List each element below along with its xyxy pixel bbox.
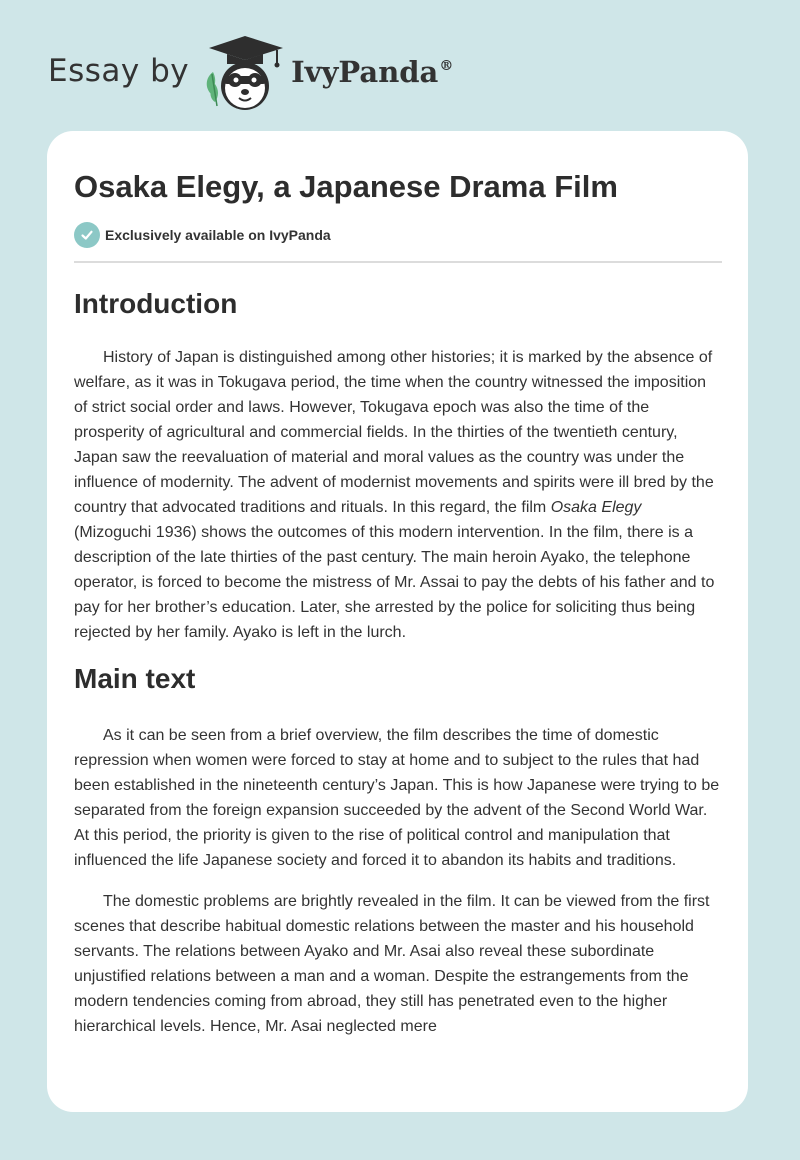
film-title: Osaka Elegy (550, 499, 642, 516)
leaf-icon (207, 72, 218, 106)
section-heading-introduction: Introduction (74, 288, 238, 319)
paragraph-introduction: History of Japan is distinguished among other histories; it is marked by the absence of welfare, as it was in Tokugava period, the time when the country witnessed the imposition of strict social order and laws. However, Tokugava epoch was also the time of the prosperity of agricultural and commercial fields. In the thirties of the twentieth century, Japan saw the reevaluation of material and moral values as the country was under the influence of modernity. The advent of modernist movements and spirits were ill bred by the country that advocated traditions and rituals. In this regard, the film Osaka Elegy (Mizoguchi 1936) shows the outcomes of this modern intervention. In the film, there is a description of the late thirties of the past century. The main heroin Ayako, the telephone operator, is forced to become the mistress of Mr. Assai to pay the debts of his father and to pay for her brother’s education. Later, she arrested by the police for soliciting thus being rejected by her family. Ayako is left in the lurch. (74, 349, 715, 641)
brand-name: IvyPanda® (291, 55, 454, 89)
essay-card (47, 131, 748, 1112)
paragraph-main-2: The domestic problems are brightly revealed in the film. It can be viewed from the first scenes that describe habitual domestic relations between the master and his household servants. The relations between Ayako and Mr. Asai also reveal these subordinate unjustified relations between a man and a woman. Despite the estrangements from the modern tendencies coming from abroad, they still has penetrated even to the higher hierarchical levels. Hence, Mr. Asai neglected mere (74, 893, 710, 1035)
brand-header[interactable] (48, 34, 453, 114)
page-title: Osaka Elegy, a Japanese Drama Film (74, 169, 618, 204)
panda-logo-icon (203, 34, 287, 114)
paragraph-main-1: As it can be seen from a brief overview, the film describes the time of domestic repression when women were forced to stay at home and to subject to the rules that had been established in the nineteenth century’s Japan. This is how Japanese were trying to be separated from the foreign expansion succeeded by the advent of the Second World War. At this period, the priority is given to the rise of political control and manipulation that influenced the life Japanese society and forced it to abandon its habits and traditions. (74, 727, 720, 869)
section-heading-main-text: Main text (74, 663, 196, 694)
brand-prefix: Essay by (48, 53, 190, 89)
exclusive-badge (74, 222, 722, 248)
check-icon (74, 222, 100, 248)
badge-label: Exclusively available on IvyPanda (105, 227, 331, 243)
divider (74, 261, 722, 263)
